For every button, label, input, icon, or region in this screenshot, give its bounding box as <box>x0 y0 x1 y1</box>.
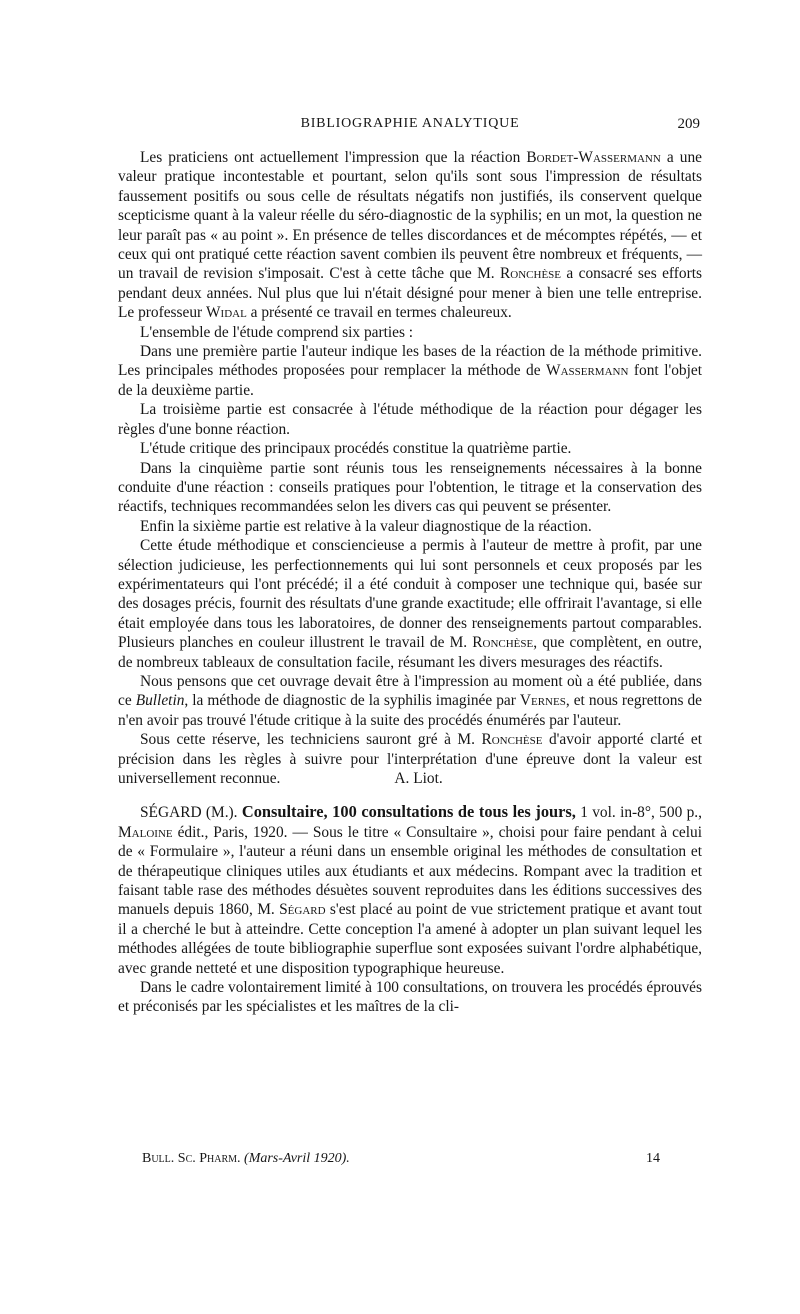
signature-mark: 14 <box>646 1151 660 1166</box>
paragraph: Sous cette réserve, les techniciens sauront gré à M. Ronchèse d'avoir apporté clarté et précision dans les règles à suivre pour l'interprétation d'une épreuve dont la valeur est universellement reconnue. A. Liot. <box>118 731 702 787</box>
author-name: Ronchèse <box>500 265 562 283</box>
author-name: Ronchèse <box>472 634 534 652</box>
author-name: Bordet-Wassermann <box>526 149 661 166</box>
paragraph: L'étude critique des principaux procédés constitue la quatrième partie. <box>140 440 572 458</box>
page-header <box>120 116 700 140</box>
review-title: Consultaire, 100 consultations de tous les jours, <box>241 802 576 822</box>
paragraph: Cette étude méthodique et consciencieuse a permis à l'auteur de mettre à profit, par une sélection judicieuse, les perfectionnements qui lui sont personnels et ceux proposés par les expérimentateurs qui l'ont précédé; il a été conduit à composer une technique qui, basée sur des dosages précis, fournit des résultats d'une grande exactitude; elle offrirait l'avantage, si elle était employée dans tous les laboratoires, de donner des renseignements partout comparables. Plusieurs planches en couleur illustrent le travail de M. Ronchèse, que complètent, en outre, de nombreux tableaux de consultation facile, résumant les divers mesurages des réactifs. <box>118 537 703 671</box>
paragraph: Dans une première partie l'auteur indique les bases de la réaction de la méthode primitive. Les principales méthodes proposées pour remplacer la méthode de Wassermann font l'objet de la deuxième partie. <box>118 343 703 399</box>
paragraph: Les praticiens ont actuellement l'impression que la réaction Bordet-Wassermann a une valeur pratique incontestable et pourtant, selon qu'ils sont sous l'impression de résultats faussement positifs ou sous celle de résultats négatifs non justifiés, ils conservent quelque scepticisme quant à la valeur réelle du séro-diagnostic de la syphilis; en un mot, la question ne leur paraît pas « au point ». En présence de telles discordances et de mécomptes répétés, — et ceux qui ont pratiqué cette réaction savent combien ils peuvent être nombreux et fréquents, — un travail de revision s'imposait. C'est à cette tâche que M. Ronchèse a consacré ses efforts pendant deux années. Nul plus que lui n'était désigné pour mener à bien une telle entreprise. Le professeur Widal a présenté ce travail en termes chaleureux. <box>118 149 703 322</box>
paragraph: L'ensemble de l'étude comprend six parties : <box>140 323 414 341</box>
paragraph: Dans le cadre volontairement limité à 100 consultations, on trouvera les procédés éprouvés et préconisés par les spécialistes et les maîtres de la cli- <box>118 979 702 1016</box>
journal-title: Bulletin <box>135 692 185 710</box>
review-entry: SÉGARD (M.). Consultaire, 100 consultations de tous les jours, 1 vol. in-8°, 500 p., Maloine édit., Paris, 1920. — Sous le titre « Consultaire », choisi pour faire pendant à celui de « Formulaire », l'auteur a réuni dans un ensemble original les méthodes de consultation et de thérapeutique cliniques utiles aux étudiants et aux médecins. Rompant avec la tradition et faisant table rase des méthodes désuètes souvent reproduites dans les éditions successives des manuels depuis 1860, M. Ségard s'est placé au point de vue strictement pratique et avant tout il a cherché le but à atteindre. Cette conception l'a amené à adopter un plan suivant lequel les méthodes allégées de toute bibliographie superflue sont exposées suivant l'ordre alphabétique, avec grande netteté et une disposition typographique heureuse. <box>118 802 703 977</box>
publisher-name: Maloine <box>118 823 173 841</box>
running-title: BIBLIOGRAPHIE ANALYTIQUE <box>300 116 520 131</box>
author-name: Widal <box>206 304 247 322</box>
paragraph: Nous pensons que cet ouvrage devait être à l'impression au moment où a été publiée, dans ce Bulletin, la méthode de diagnostic de la syphilis imaginée par Vernes, et nous regrettons de n'en avoir pas trouvé l'étude critique à la suite des procédés énumérés par l'auteur. <box>118 672 702 729</box>
journal-citation: Bull. Sc. Pharm. (Mars-Avril 1920). <box>142 1151 350 1166</box>
paragraph: Dans la cinquième partie sont réunis tous les renseignements nécessaires à la bonne conduite d'une réaction : conseils pratiques pour l'obtention, le titrage et la conservation des réactifs, techniques recommandées selon les divers cas qui peuvent se présenter. <box>118 459 702 516</box>
paragraph: Enfin la sixième partie est relative à la valeur diagnostique de la réaction. <box>140 517 592 535</box>
page-footer <box>142 1151 702 1173</box>
author-name: Vernes <box>519 692 566 710</box>
author-name: Ségard <box>279 901 326 919</box>
paragraph: La troisième partie est consacrée à l'étude méthodique de la réaction pour dégager les règles d'une bonne réaction. <box>118 401 702 438</box>
reviewer-signature: A. Liot. <box>394 770 443 787</box>
author-name: Wassermann <box>546 362 629 380</box>
review-author: SÉGARD (M.). <box>140 804 238 822</box>
body-text <box>118 148 702 1017</box>
page-number: 209 <box>677 116 700 132</box>
author-name: Ronchèse <box>481 731 543 749</box>
